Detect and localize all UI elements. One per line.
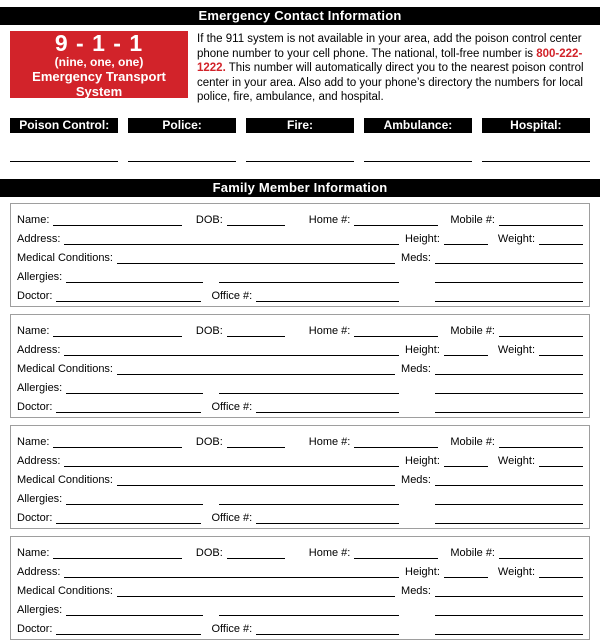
page-title: Emergency Contact Information [0, 7, 600, 25]
family-member-block [10, 536, 590, 640]
weight-label: Weight: [497, 343, 535, 356]
member-row-address [17, 226, 583, 245]
meds-extra-field-line-2[interactable] [435, 289, 583, 302]
member-row-allergies [17, 264, 583, 283]
police-label: Police: [128, 118, 236, 133]
dob-field-line[interactable] [227, 213, 285, 226]
intro-section [10, 31, 590, 105]
allergies-label: Allergies: [17, 492, 63, 505]
height-label: Height: [405, 232, 440, 245]
allergies-label: Allergies: [17, 603, 63, 616]
height-field-line[interactable] [444, 565, 488, 578]
meds-extra-field-line-2[interactable] [435, 622, 583, 635]
medical-conditions-label: Medical Conditions: [17, 251, 113, 264]
member-row-name [17, 207, 583, 226]
doctor-label: Doctor: [17, 511, 53, 524]
member-row-name [17, 429, 583, 448]
allergies-field-line[interactable] [66, 603, 203, 616]
allergies-field-line[interactable] [66, 270, 203, 283]
emergency-contacts-row [10, 118, 590, 133]
weight-label: Weight: [497, 565, 535, 578]
dob-label: DOB: [195, 546, 223, 559]
note-text-before: If the 911 system is not available in your area, add the poison control center phone number to your cell phone. The national, toll-free number is [197, 33, 582, 60]
doctor-field-line[interactable] [56, 289, 201, 302]
doctor-field-line[interactable] [56, 511, 201, 524]
poison-control-label: Poison Control: [10, 118, 118, 133]
home-phone-field-line[interactable] [354, 435, 438, 448]
member-row-medical [17, 578, 583, 597]
dob-label: DOB: [195, 324, 223, 337]
dob-label: DOB: [195, 213, 223, 226]
ambulance-label: Ambulance: [364, 118, 472, 133]
mobile-phone-label: Mobile #: [450, 546, 495, 559]
home-phone-field-line[interactable] [354, 213, 438, 226]
allergies-extra-field-line[interactable] [219, 492, 399, 505]
name-label: Name: [17, 324, 50, 337]
allergies-extra-field-line[interactable] [219, 381, 399, 394]
height-label: Height: [405, 454, 440, 467]
nine-one-one-pronunciation: (nine, one, one) [54, 54, 144, 69]
member-row-doctor [17, 283, 583, 302]
emergency-contacts-fill-lines [10, 161, 590, 162]
weight-label: Weight: [497, 454, 535, 467]
medical-conditions-label: Medical Conditions: [17, 584, 113, 597]
home-phone-label: Home #: [308, 213, 351, 226]
weight-label: Weight: [497, 232, 535, 245]
meds-field-line[interactable] [435, 362, 583, 375]
family-member-blocks [10, 203, 590, 640]
emergency-transport-label: Emergency Transport System [32, 68, 166, 99]
mobile-phone-label: Mobile #: [450, 324, 495, 337]
name-label: Name: [17, 435, 50, 448]
allergies-field-line[interactable] [66, 381, 203, 394]
medical-conditions-field-line[interactable] [117, 584, 395, 597]
member-row-allergies [17, 486, 583, 505]
office-phone-label: Office #: [211, 400, 253, 413]
police-fill-line[interactable] [128, 161, 236, 162]
fire-fill-line[interactable] [246, 161, 354, 162]
doctor-label: Doctor: [17, 400, 53, 413]
mobile-phone-label: Mobile #: [450, 213, 495, 226]
allergies-field-line[interactable] [66, 492, 203, 505]
medical-conditions-label: Medical Conditions: [17, 362, 113, 375]
height-field-line[interactable] [444, 232, 488, 245]
meds-extra-field-line[interactable] [435, 270, 583, 283]
meds-extra-field-line-2[interactable] [435, 400, 583, 413]
home-phone-label: Home #: [308, 546, 351, 559]
nine-one-one-number: 9 - 1 - 1 [54, 29, 144, 56]
allergies-extra-field-line[interactable] [219, 603, 399, 616]
mobile-phone-field-line[interactable] [499, 546, 583, 559]
office-phone-label: Office #: [211, 511, 253, 524]
office-phone-field-line[interactable] [256, 622, 399, 635]
doctor-label: Doctor: [17, 622, 53, 635]
office-phone-field-line[interactable] [256, 289, 399, 302]
doctor-label: Doctor: [17, 289, 53, 302]
address-field-line[interactable] [64, 454, 399, 467]
member-row-address [17, 559, 583, 578]
weight-field-line[interactable] [539, 232, 583, 245]
meds-label: Meds: [401, 473, 431, 486]
dob-field-line[interactable] [227, 546, 285, 559]
home-phone-label: Home #: [308, 324, 351, 337]
dob-label: DOB: [195, 435, 223, 448]
name-label: Name: [17, 213, 50, 226]
medical-conditions-label: Medical Conditions: [17, 473, 113, 486]
meds-extra-field-line[interactable] [435, 492, 583, 505]
meds-label: Meds: [401, 251, 431, 264]
family-member-block [10, 314, 590, 418]
member-row-doctor [17, 505, 583, 524]
height-label: Height: [405, 565, 440, 578]
meds-field-line[interactable] [435, 473, 583, 486]
mobile-phone-field-line[interactable] [499, 213, 583, 226]
name-field-line[interactable] [53, 435, 181, 448]
family-section-title: Family Member Information [0, 179, 600, 197]
member-row-medical [17, 356, 583, 375]
name-label: Name: [17, 546, 50, 559]
office-phone-field-line[interactable] [256, 400, 399, 413]
poison-control-fill-line[interactable] [10, 161, 118, 162]
address-field-line[interactable] [64, 343, 399, 356]
height-field-line[interactable] [444, 454, 488, 467]
allergies-label: Allergies: [17, 270, 63, 283]
member-row-doctor [17, 394, 583, 413]
mobile-phone-field-line[interactable] [499, 324, 583, 337]
member-row-allergies [17, 375, 583, 394]
name-field-line[interactable] [53, 546, 181, 559]
home-phone-label: Home #: [308, 435, 351, 448]
member-row-name [17, 540, 583, 559]
home-phone-field-line[interactable] [354, 546, 438, 559]
meds-extra-field-line[interactable] [435, 603, 583, 616]
office-phone-label: Office #: [211, 289, 253, 302]
mobile-phone-label: Mobile #: [450, 435, 495, 448]
medical-conditions-field-line[interactable] [117, 473, 395, 486]
member-row-doctor [17, 616, 583, 635]
fire-label: Fire: [246, 118, 354, 133]
doctor-field-line[interactable] [56, 622, 201, 635]
weight-field-line[interactable] [539, 343, 583, 356]
office-phone-label: Office #: [211, 622, 253, 635]
mobile-phone-field-line[interactable] [499, 435, 583, 448]
member-row-name [17, 318, 583, 337]
member-row-address [17, 337, 583, 356]
member-row-address [17, 448, 583, 467]
address-label: Address: [17, 565, 61, 578]
family-member-block [10, 425, 590, 529]
weight-field-line[interactable] [539, 565, 583, 578]
allergies-label: Allergies: [17, 381, 63, 394]
member-row-medical [17, 467, 583, 486]
address-label: Address: [17, 454, 61, 467]
hospital-fill-line[interactable] [482, 161, 590, 162]
allergies-extra-field-line[interactable] [219, 270, 399, 283]
office-phone-field-line[interactable] [256, 511, 399, 524]
member-row-allergies [17, 597, 583, 616]
meds-label: Meds: [401, 584, 431, 597]
poison-control-note [197, 31, 590, 105]
name-field-line[interactable] [53, 213, 181, 226]
hospital-label: Hospital: [482, 118, 590, 133]
name-field-line[interactable] [53, 324, 181, 337]
weight-field-line[interactable] [539, 454, 583, 467]
note-text-after: This number will automatically direct you to the nearest poison control center in your area. Also add to your phone’s directory the numbers for local police, fire, ambulance, and hospital. [197, 62, 584, 104]
medical-conditions-field-line[interactable] [117, 251, 395, 264]
ambulance-fill-line[interactable] [364, 161, 472, 162]
address-label: Address: [17, 343, 61, 356]
home-phone-field-line[interactable] [354, 324, 438, 337]
meds-extra-field-line-2[interactable] [435, 511, 583, 524]
family-member-block [10, 203, 590, 307]
dob-field-line[interactable] [227, 435, 285, 448]
nine-one-one-box [10, 31, 188, 98]
member-row-medical [17, 245, 583, 264]
poison-control-phone-number: 800-222-1222. [197, 47, 583, 75]
height-label: Height: [405, 343, 440, 356]
address-field-line[interactable] [64, 232, 399, 245]
doctor-field-line[interactable] [56, 400, 201, 413]
address-field-line[interactable] [64, 565, 399, 578]
dob-field-line[interactable] [227, 324, 285, 337]
medical-conditions-field-line[interactable] [117, 362, 395, 375]
meds-field-line[interactable] [435, 584, 583, 597]
meds-extra-field-line[interactable] [435, 381, 583, 394]
address-label: Address: [17, 232, 61, 245]
height-field-line[interactable] [444, 343, 488, 356]
meds-field-line[interactable] [435, 251, 583, 264]
meds-label: Meds: [401, 362, 431, 375]
